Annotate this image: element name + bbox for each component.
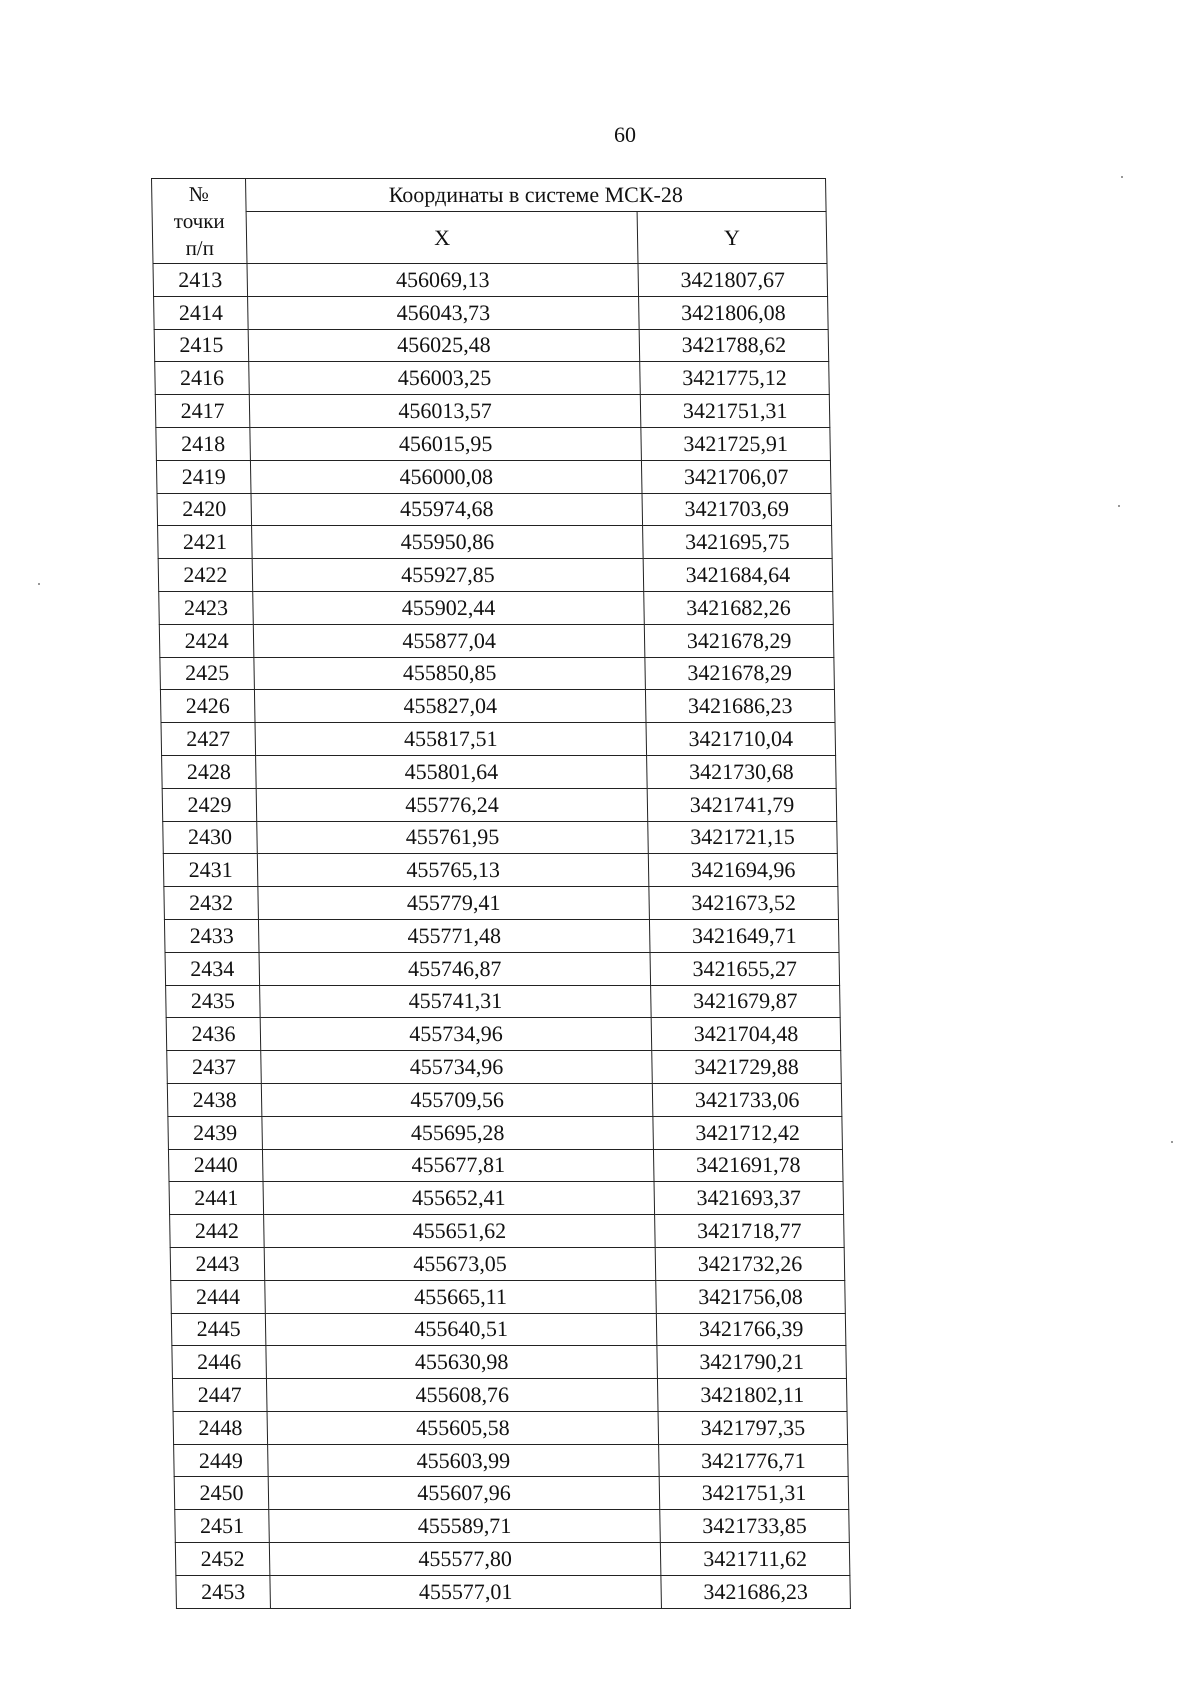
- point-number-cell: 2450: [174, 1477, 269, 1510]
- table-row: [156, 427, 831, 460]
- point-number-cell: 2449: [174, 1444, 269, 1477]
- y-coordinate-cell: 3421682,26: [644, 591, 834, 624]
- table-row: [157, 493, 832, 526]
- point-number-cell: 2422: [158, 559, 253, 592]
- table-row: [171, 1313, 846, 1346]
- y-coordinate-cell: 3421766,39: [656, 1313, 846, 1346]
- y-coordinate-cell: 3421712,42: [653, 1116, 843, 1149]
- x-coordinate-cell: 455801,64: [256, 755, 648, 788]
- y-coordinate-cell: 3421673,52: [649, 887, 839, 920]
- x-coordinate-cell: 455950,86: [252, 526, 644, 559]
- y-coordinate-cell: 3421686,23: [661, 1575, 851, 1608]
- table-row: [158, 559, 833, 592]
- point-number-cell: 2425: [160, 657, 255, 690]
- x-coordinate-cell: 456000,08: [250, 460, 642, 493]
- table-row: [164, 919, 839, 952]
- y-coordinate-cell: 3421730,68: [647, 755, 837, 788]
- x-coordinate-cell: 456013,57: [249, 395, 641, 428]
- x-coordinate-cell: 455734,96: [261, 1051, 653, 1084]
- x-coordinate-cell: 455877,04: [253, 624, 645, 657]
- table-row: [175, 1543, 850, 1576]
- point-number-cell: 2421: [158, 526, 253, 559]
- table-row: [155, 362, 830, 395]
- point-number-cell: 2431: [163, 854, 258, 887]
- y-coordinate-cell: 3421678,29: [644, 624, 834, 657]
- point-number-cell: 2429: [162, 788, 257, 821]
- page-number: 60: [614, 122, 636, 147]
- x-coordinate-cell: 455741,31: [260, 985, 652, 1018]
- table-row: [155, 395, 830, 428]
- table-row: [169, 1182, 844, 1215]
- x-coordinate-cell: 455695,28: [262, 1116, 654, 1149]
- table-row: [163, 854, 838, 887]
- table-row: [176, 1575, 851, 1608]
- x-coordinate-cell: 455765,13: [257, 854, 649, 887]
- x-coordinate-cell: 455630,98: [266, 1346, 658, 1379]
- x-coordinate-cell: 455640,51: [265, 1313, 657, 1346]
- table-row: [174, 1477, 849, 1510]
- y-coordinate-cell: 3421729,88: [652, 1051, 842, 1084]
- x-coordinate-cell: 455603,99: [268, 1444, 660, 1477]
- y-coordinate-cell: 3421718,77: [655, 1215, 845, 1248]
- y-column-header: Y: [637, 212, 827, 264]
- point-number-cell: 2415: [154, 329, 249, 362]
- y-coordinate-cell: 3421806,08: [639, 296, 829, 329]
- x-coordinate-cell: 455652,41: [263, 1182, 655, 1215]
- table-row: [168, 1116, 843, 1149]
- table-row: [170, 1247, 845, 1280]
- x-coordinate-cell: 455589,71: [269, 1510, 661, 1543]
- y-coordinate-cell: 3421691,78: [653, 1149, 843, 1182]
- table-row: [161, 723, 836, 756]
- point-number-cell: 2426: [160, 690, 255, 723]
- point-number-cell: 2419: [156, 460, 251, 493]
- table-row: [160, 657, 835, 690]
- point-number-header: [152, 179, 247, 264]
- x-coordinate-cell: 455608,76: [266, 1379, 658, 1412]
- x-coordinate-cell: 455817,51: [255, 723, 647, 756]
- table-row: [171, 1280, 846, 1313]
- table-row: [167, 1051, 842, 1084]
- table-row: [154, 296, 829, 329]
- y-coordinate-cell: 3421802,11: [657, 1379, 847, 1412]
- point-number-cell: 2423: [159, 591, 254, 624]
- point-number-header-line: №: [188, 181, 209, 206]
- table-row: [164, 887, 839, 920]
- x-coordinate-cell: 455761,95: [257, 821, 649, 854]
- y-coordinate-cell: 3421710,04: [646, 723, 836, 756]
- table-body: [153, 264, 850, 1609]
- point-number-cell: 2442: [170, 1215, 265, 1248]
- scan-speck: [1118, 505, 1120, 507]
- point-number-cell: 2427: [161, 723, 256, 756]
- table-row: [163, 821, 838, 854]
- point-number-cell: 2438: [167, 1083, 262, 1116]
- point-number-cell: 2435: [166, 985, 261, 1018]
- table-row: [167, 1083, 842, 1116]
- point-number-cell: 2414: [154, 296, 249, 329]
- y-coordinate-cell: 3421695,75: [643, 526, 833, 559]
- y-coordinate-cell: 3421706,07: [641, 460, 831, 493]
- point-number-cell: 2451: [175, 1510, 270, 1543]
- y-coordinate-cell: 3421721,15: [648, 821, 838, 854]
- point-number-cell: 2439: [168, 1116, 263, 1149]
- point-number-cell: 2413: [153, 264, 248, 297]
- y-coordinate-cell: 3421679,87: [651, 985, 841, 1018]
- y-coordinate-cell: 3421678,29: [645, 657, 835, 690]
- y-coordinate-cell: 3421733,06: [652, 1083, 842, 1116]
- table-row: [166, 1018, 841, 1051]
- x-coordinate-cell: 455902,44: [253, 591, 645, 624]
- coordinates-table-container: [151, 178, 850, 1609]
- point-number-cell: 2428: [162, 755, 257, 788]
- point-number-cell: 2424: [159, 624, 254, 657]
- x-coordinate-cell: 455734,96: [260, 1018, 652, 1051]
- y-coordinate-cell: 3421694,96: [648, 854, 838, 887]
- point-number-cell: 2437: [167, 1051, 262, 1084]
- y-coordinate-cell: 3421711,62: [660, 1543, 850, 1576]
- point-number-cell: 2447: [172, 1379, 267, 1412]
- y-coordinate-cell: 3421751,31: [659, 1477, 849, 1510]
- point-number-cell: 2436: [166, 1018, 261, 1051]
- point-number-cell: 2443: [170, 1247, 265, 1280]
- y-coordinate-cell: 3421756,08: [656, 1280, 846, 1313]
- point-number-cell: 2445: [171, 1313, 266, 1346]
- x-coordinate-cell: 455974,68: [251, 493, 643, 526]
- x-coordinate-cell: 455673,05: [264, 1247, 656, 1280]
- point-number-cell: 2440: [168, 1149, 263, 1182]
- point-number-cell: 2418: [156, 427, 251, 460]
- point-number-cell: 2420: [157, 493, 252, 526]
- x-coordinate-cell: 455779,41: [258, 887, 650, 920]
- point-number-header-line: п/п: [185, 235, 215, 260]
- table-row: [158, 526, 833, 559]
- point-number-cell: 2430: [163, 821, 258, 854]
- y-coordinate-cell: 3421790,21: [657, 1346, 847, 1379]
- x-coordinate-cell: 456003,25: [249, 362, 641, 395]
- point-number-cell: 2441: [169, 1182, 264, 1215]
- table-row: [173, 1411, 848, 1444]
- table-row: [165, 952, 840, 985]
- point-number-cell: 2446: [172, 1346, 267, 1379]
- scan-speck: [1171, 1141, 1173, 1143]
- point-number-cell: 2416: [155, 362, 250, 395]
- point-number-cell: 2432: [164, 887, 259, 920]
- y-coordinate-cell: 3421704,48: [651, 1018, 841, 1051]
- table-row: [156, 460, 831, 493]
- y-coordinate-cell: 3421703,69: [642, 493, 832, 526]
- point-number-cell: 2434: [165, 952, 260, 985]
- x-coordinate-cell: 456043,73: [248, 296, 640, 329]
- x-coordinate-cell: 455709,56: [261, 1083, 653, 1116]
- scan-speck: [38, 583, 40, 585]
- x-coordinate-cell: 455927,85: [252, 559, 644, 592]
- point-number-cell: 2452: [175, 1543, 270, 1576]
- point-number-header-line: точки: [173, 208, 225, 233]
- y-coordinate-cell: 3421686,23: [645, 690, 835, 723]
- y-coordinate-cell: 3421684,64: [643, 559, 833, 592]
- scan-speck: [1121, 176, 1123, 178]
- coordinate-system-header: Координаты в системе МСК-28: [246, 179, 827, 212]
- x-coordinate-cell: 455665,11: [265, 1280, 657, 1313]
- x-coordinate-cell: 456025,48: [248, 329, 640, 362]
- x-coordinate-cell: 455605,58: [267, 1411, 659, 1444]
- x-coordinate-cell: 455771,48: [258, 919, 650, 952]
- table-row: [168, 1149, 843, 1182]
- table-row: [159, 591, 834, 624]
- table-row: [162, 755, 837, 788]
- table-header: [152, 179, 827, 264]
- point-number-cell: 2444: [171, 1280, 266, 1313]
- y-coordinate-cell: 3421776,71: [659, 1444, 849, 1477]
- y-coordinate-cell: 3421649,71: [649, 919, 839, 952]
- x-coordinate-cell: 456069,13: [247, 264, 639, 297]
- x-coordinate-cell: 455677,81: [262, 1149, 654, 1182]
- y-coordinate-cell: 3421733,85: [660, 1510, 850, 1543]
- x-coordinate-cell: 455776,24: [256, 788, 648, 821]
- table-row: [159, 624, 834, 657]
- y-coordinate-cell: 3421797,35: [658, 1411, 848, 1444]
- y-coordinate-cell: 3421732,26: [655, 1247, 845, 1280]
- table-row: [162, 788, 837, 821]
- table-row: [170, 1215, 845, 1248]
- x-coordinate-cell: 455651,62: [264, 1215, 656, 1248]
- table-row: [172, 1346, 847, 1379]
- table-row: [154, 329, 829, 362]
- y-coordinate-cell: 3421693,37: [654, 1182, 844, 1215]
- table-row: [153, 264, 828, 297]
- y-coordinate-cell: 3421788,62: [639, 329, 829, 362]
- y-coordinate-cell: 3421807,67: [638, 264, 828, 297]
- table-row: [175, 1510, 850, 1543]
- y-coordinate-cell: 3421775,12: [640, 362, 830, 395]
- y-coordinate-cell: 3421741,79: [647, 788, 837, 821]
- x-coordinate-cell: 455746,87: [259, 952, 651, 985]
- table-row: [160, 690, 835, 723]
- point-number-cell: 2433: [164, 919, 259, 952]
- y-coordinate-cell: 3421655,27: [650, 952, 840, 985]
- x-coordinate-cell: 456015,95: [250, 427, 642, 460]
- x-coordinate-cell: 455607,96: [268, 1477, 660, 1510]
- table-row: [166, 985, 841, 1018]
- table-row: [174, 1444, 849, 1477]
- x-coordinate-cell: 455850,85: [254, 657, 646, 690]
- y-coordinate-cell: 3421751,31: [640, 395, 830, 428]
- x-coordinate-cell: 455827,04: [254, 690, 646, 723]
- point-number-cell: 2453: [176, 1575, 271, 1608]
- y-coordinate-cell: 3421725,91: [641, 427, 831, 460]
- coordinates-table: [151, 178, 851, 1609]
- table-row: [172, 1379, 847, 1412]
- point-number-cell: 2448: [173, 1411, 268, 1444]
- point-number-cell: 2417: [155, 395, 250, 428]
- x-coordinate-cell: 455577,80: [269, 1543, 661, 1576]
- x-column-header: X: [246, 212, 638, 264]
- x-coordinate-cell: 455577,01: [270, 1575, 662, 1608]
